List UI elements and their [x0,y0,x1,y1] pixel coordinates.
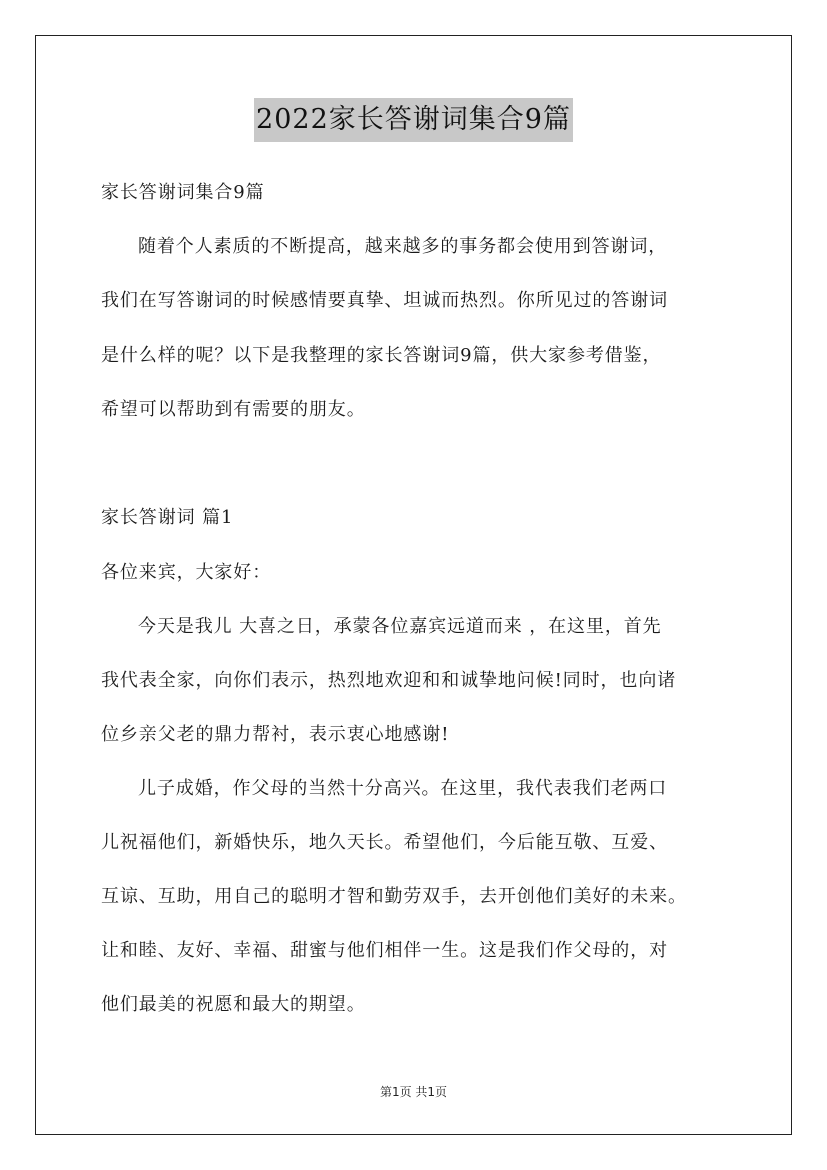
intro-line-2: 我们在写答谢词的时候感情要真挚、坦诚而热烈。你所见过的答谢词 [101,290,668,311]
intro-line-1: 随着个人素质的不断提高，越来越多的事务都会使用到答谢词， [138,236,668,257]
section-heading: 家长答谢词 篇1 [101,507,234,528]
document-subtitle: 家长答谢词集合9篇 [101,182,265,203]
para1-line-3: 位乡亲父老的鼎力帮衬，表示衷心地感谢! [101,724,450,745]
para2-line-4: 让和睦、友好、幸福、甜蜜与他们相伴一生。这是我们作父母的，对 [101,940,668,961]
para2-line-3: 互谅、互助，用自己的聪明才智和勤劳双手，去开创他们美好的未来。 [101,886,687,907]
document-title: 2022家长答谢词集合9篇 [254,98,573,142]
page-number-footer: 第1页 共1页 [379,1085,448,1099]
para1-line-1: 今天是我儿 大喜之日，承蒙各位嘉宾远道而来 ，在这里，首先 [138,616,662,637]
para2-line-2: 儿祝福他们，新婚快乐，地久天长。希望他们，今后能互敬、互爱、 [101,832,668,853]
intro-line-3: 是什么样的呢？以下是我整理的家长答谢词9篇，供大家参考借鉴， [101,345,662,366]
para2-line-5: 他们最美的祝愿和最大的期望。 [101,994,366,1015]
para1-line-2: 我代表全家，向你们表示，热烈地欢迎和和诚挚地问候!同时，也向诸 [101,670,677,691]
title-container [0,98,827,142]
intro-line-4: 希望可以帮助到有需要的朋友。 [101,399,366,420]
para2-line-1: 儿子成婚，作父母的当然十分高兴。在这里，我代表我们老两口 [138,778,668,799]
greeting: 各位来宾，大家好： [101,562,272,583]
